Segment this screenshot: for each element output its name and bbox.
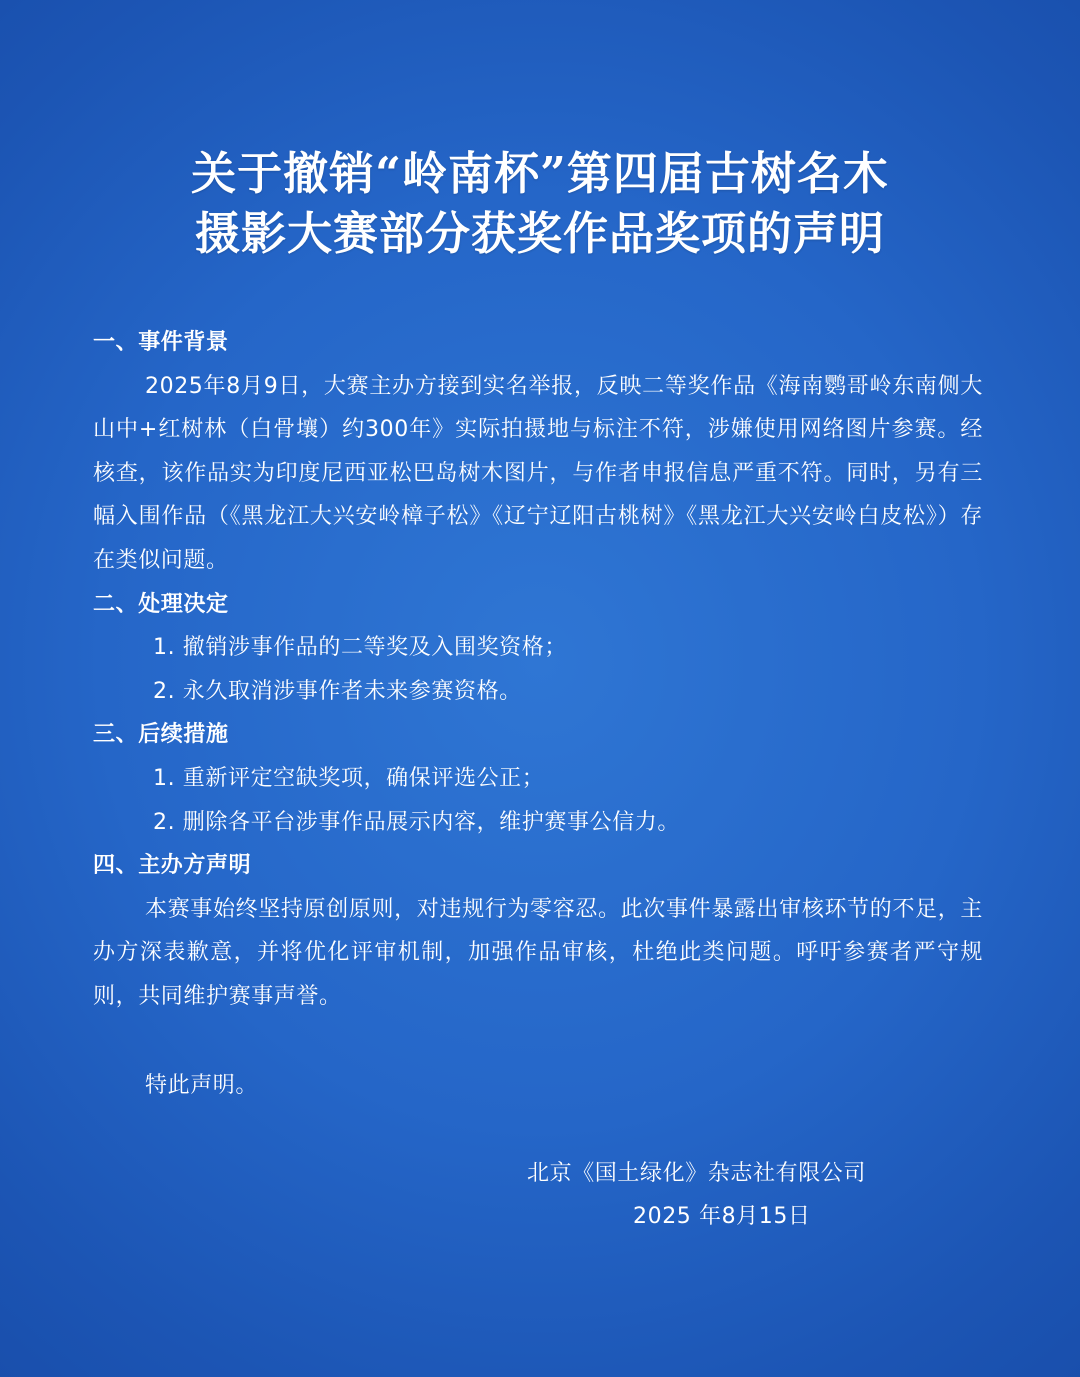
followup-item-1: 1. 重新评定空缺奖项，确保评选公正； (153, 765, 545, 791)
title-line-1: 关于撤销“岭南杯”第四届古树名木 (191, 147, 889, 200)
signature-organization: 北京《国土绿化》杂志社有限公司 (527, 1161, 867, 1186)
section-heading-organizer-statement: 四、主办方声明 (93, 853, 252, 879)
title-line-2: 摄影大赛部分获奖作品奖项的声明 (194, 207, 885, 260)
section-heading-followup: 三、后续措施 (93, 722, 229, 748)
closing-remark: 特此声明。 (145, 1073, 259, 1098)
statement-body (93, 321, 983, 1019)
section-paragraph-background: 2025年8月9日，大赛主办方接到实名举报，反映二等奖作品《海南鹦哥岭东南侧大山中+红树林（白骨壤）约300年》实际拍摄地与标注不符，涉嫌使用网络图片参赛。经核查，该作品实为印度尼西亚松巴岛树木图片，与作者申报信息严重不符。同时，另有三幅入围作品（《黑龙江大兴安岭樟子松》《辽宁辽阳古桃树》《黑龙江大兴安岭白皮松》）存在类似问题。 (93, 373, 983, 573)
followup-item-2: 2. 删除各平台涉事作品展示内容，维护赛事公信力。 (153, 809, 680, 835)
signature-date: 2025 年8月15日 (633, 1204, 811, 1229)
decision-item-2: 2. 永久取消涉事作者未来参赛资格。 (153, 678, 522, 704)
decision-item-1: 1. 撤销涉事作品的二等奖及入围奖资格； (153, 635, 567, 661)
section-heading-decision: 二、处理决定 (93, 591, 229, 617)
section-paragraph-organizer-statement: 本赛事始终坚持原创原则，对违规行为零容忍。此次事件暴露出审核环节的不足，主办方深表歉意，并将优化评审机制，加强作品审核，杜绝此类问题。呼吁参赛者严守规则，共同维护赛事声誉。 (93, 896, 983, 1009)
section-heading-background: 一、事件背景 (93, 330, 229, 355)
